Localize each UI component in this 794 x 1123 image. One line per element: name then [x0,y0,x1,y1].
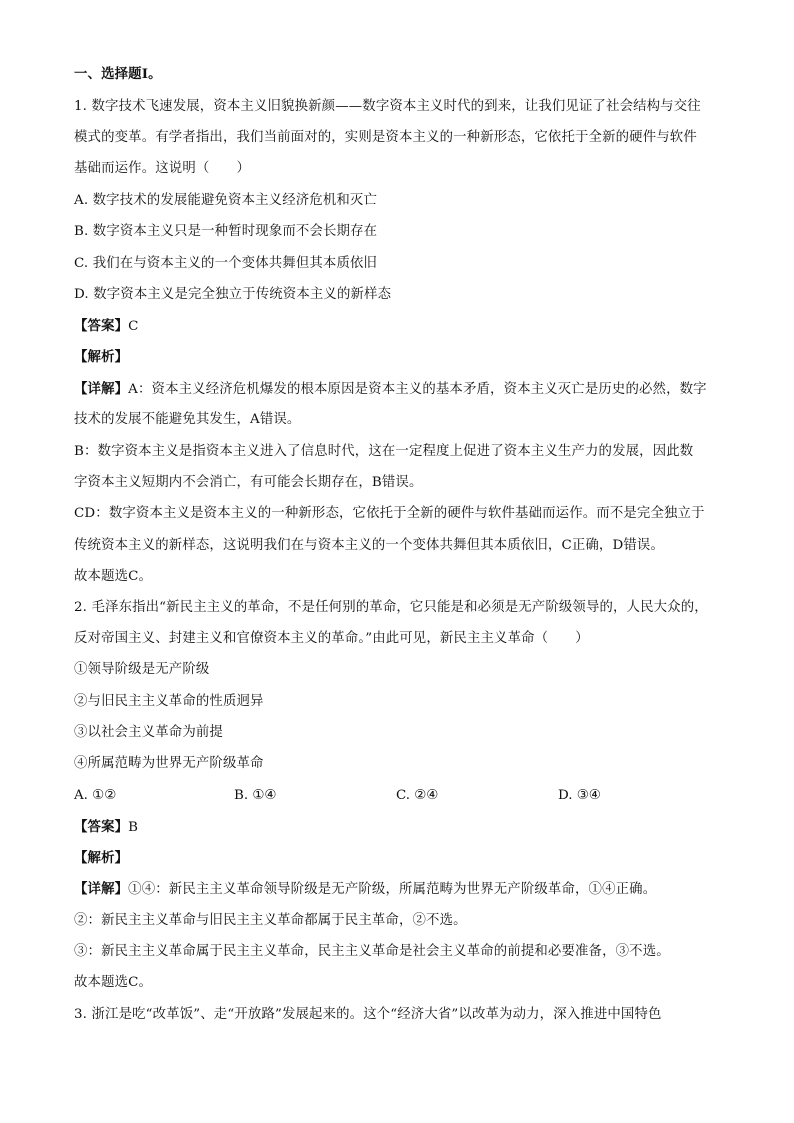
q1-option-a: A. 数字技术的发展能避免资本主义经济危机和灭亡 [74,193,377,208]
q1-detail-text: A：资本主义经济危机爆发的根本原因是资本主义的基本矛盾，资本主义灭亡是历史的必然，数字 [128,382,707,397]
q2-choice-a: A. ①② [74,788,117,803]
section-title: 一、选择题Ⅰ。 [74,66,162,82]
detail-tag: 【详解】 [74,881,129,897]
q2-detail-line [74,880,734,899]
q2-statement: ①领导阶级是无产阶级 [74,662,210,677]
q1-option-d: D. 数字资本主义是完全独立于传统资本主义的新样态 [74,287,392,302]
q1-option-c: C. 我们在与资本主义的一个变体共舞但其本质依旧 [74,256,378,271]
q2-statement: ②与旧民主主义革命的性质迥异 [74,694,264,709]
q1-detail-line: 技术的发展不能避免其发生，A错误。 [74,412,301,427]
q2-answer-row [74,818,734,837]
q1-stem-line: 1. 数字技术飞速发展，资本主义旧貌换新颜——数字资本主义时代的到来，让我们见证了社会结构与交往 [74,99,701,114]
q2-detail-text: ①④：新民主主义革命领导阶级是无产阶级，所属范畴为世界无产阶级革命，①④正确。 [128,882,657,897]
q1-detail-line [74,380,734,399]
q2-choice-c: C. ②④ [396,788,439,803]
q2-choice-d: D. ③④ [558,788,601,803]
q2-detail-line: ②：新民主主义革命与旧民主主义革命都属于民主革命，②不选。 [74,913,467,928]
q2-answer: B [128,820,139,835]
q1-answer: C [128,319,139,334]
answer-tag: 【答案】 [74,819,129,835]
q3-stem-line: 3. 浙江是吃“改革饭”、走“开放路”发展起来的。这个“经济大省”以改革为动力，深入推进中国特色 [74,1007,662,1022]
q2-statement: ③以社会主义革命为前提 [74,725,223,740]
q1-analysis-tag: 【解析】 [74,349,129,365]
q1-answer-row [74,317,734,336]
q2-detail-line: ③：新民主主义革命属于民主主义革命，民主主义革命是社会主义革命的前提和必要准备，③不选。 [74,944,670,959]
q1-detail-line: B：数字资本主义是指资本主义进入了信息时代，这在一定程度上促进了资本主义生产力的发展，因此数 [74,444,694,459]
q2-analysis-tag: 【解析】 [74,850,129,866]
q1-detail-line: 字资本主义短期内不会消亡，有可能会长期存在，B错误。 [74,475,423,490]
q2-stem-line: 反对帝国主义、封建主义和官僚资本主义的革命。”由此可见，新民主主义革命（ ） [74,631,589,646]
q1-stem-line: 基础而运作。这说明（ ） [74,161,251,176]
answer-tag: 【答案】 [74,318,129,334]
detail-tag: 【详解】 [74,381,129,397]
q1-detail-line: CD：数字资本主义是资本主义的一种新形态，它依托于全新的硬件与软件基础而运作。而不是完全独立于 [74,506,705,521]
q2-choice-b: B. ①④ [234,788,277,803]
q1-detail-line: 传统资本主义的新样态，这说明我们在与资本主义的一个变体共舞但其本质依旧，C正确，D错误。 [74,538,664,553]
q1-stem-line: 模式的变革。有学者指出，我们当前面对的，实则是资本主义的一种新形态，它依托于全新的硬件与软件 [74,130,697,145]
q2-stem-line: 2. 毛泽东指出“新民主主义的革命，不是任何别的革命，它只能是和必须是无产阶级领导的，人民大众的， [74,600,708,615]
q1-option-b: B. 数字资本主义只是一种暂时现象而不会长期存在 [74,224,378,239]
q2-conclusion: 故本题选C。 [74,975,153,990]
q1-conclusion: 故本题选C。 [74,569,153,584]
q2-statement: ④所属范畴为世界无产阶级革命 [74,756,264,771]
